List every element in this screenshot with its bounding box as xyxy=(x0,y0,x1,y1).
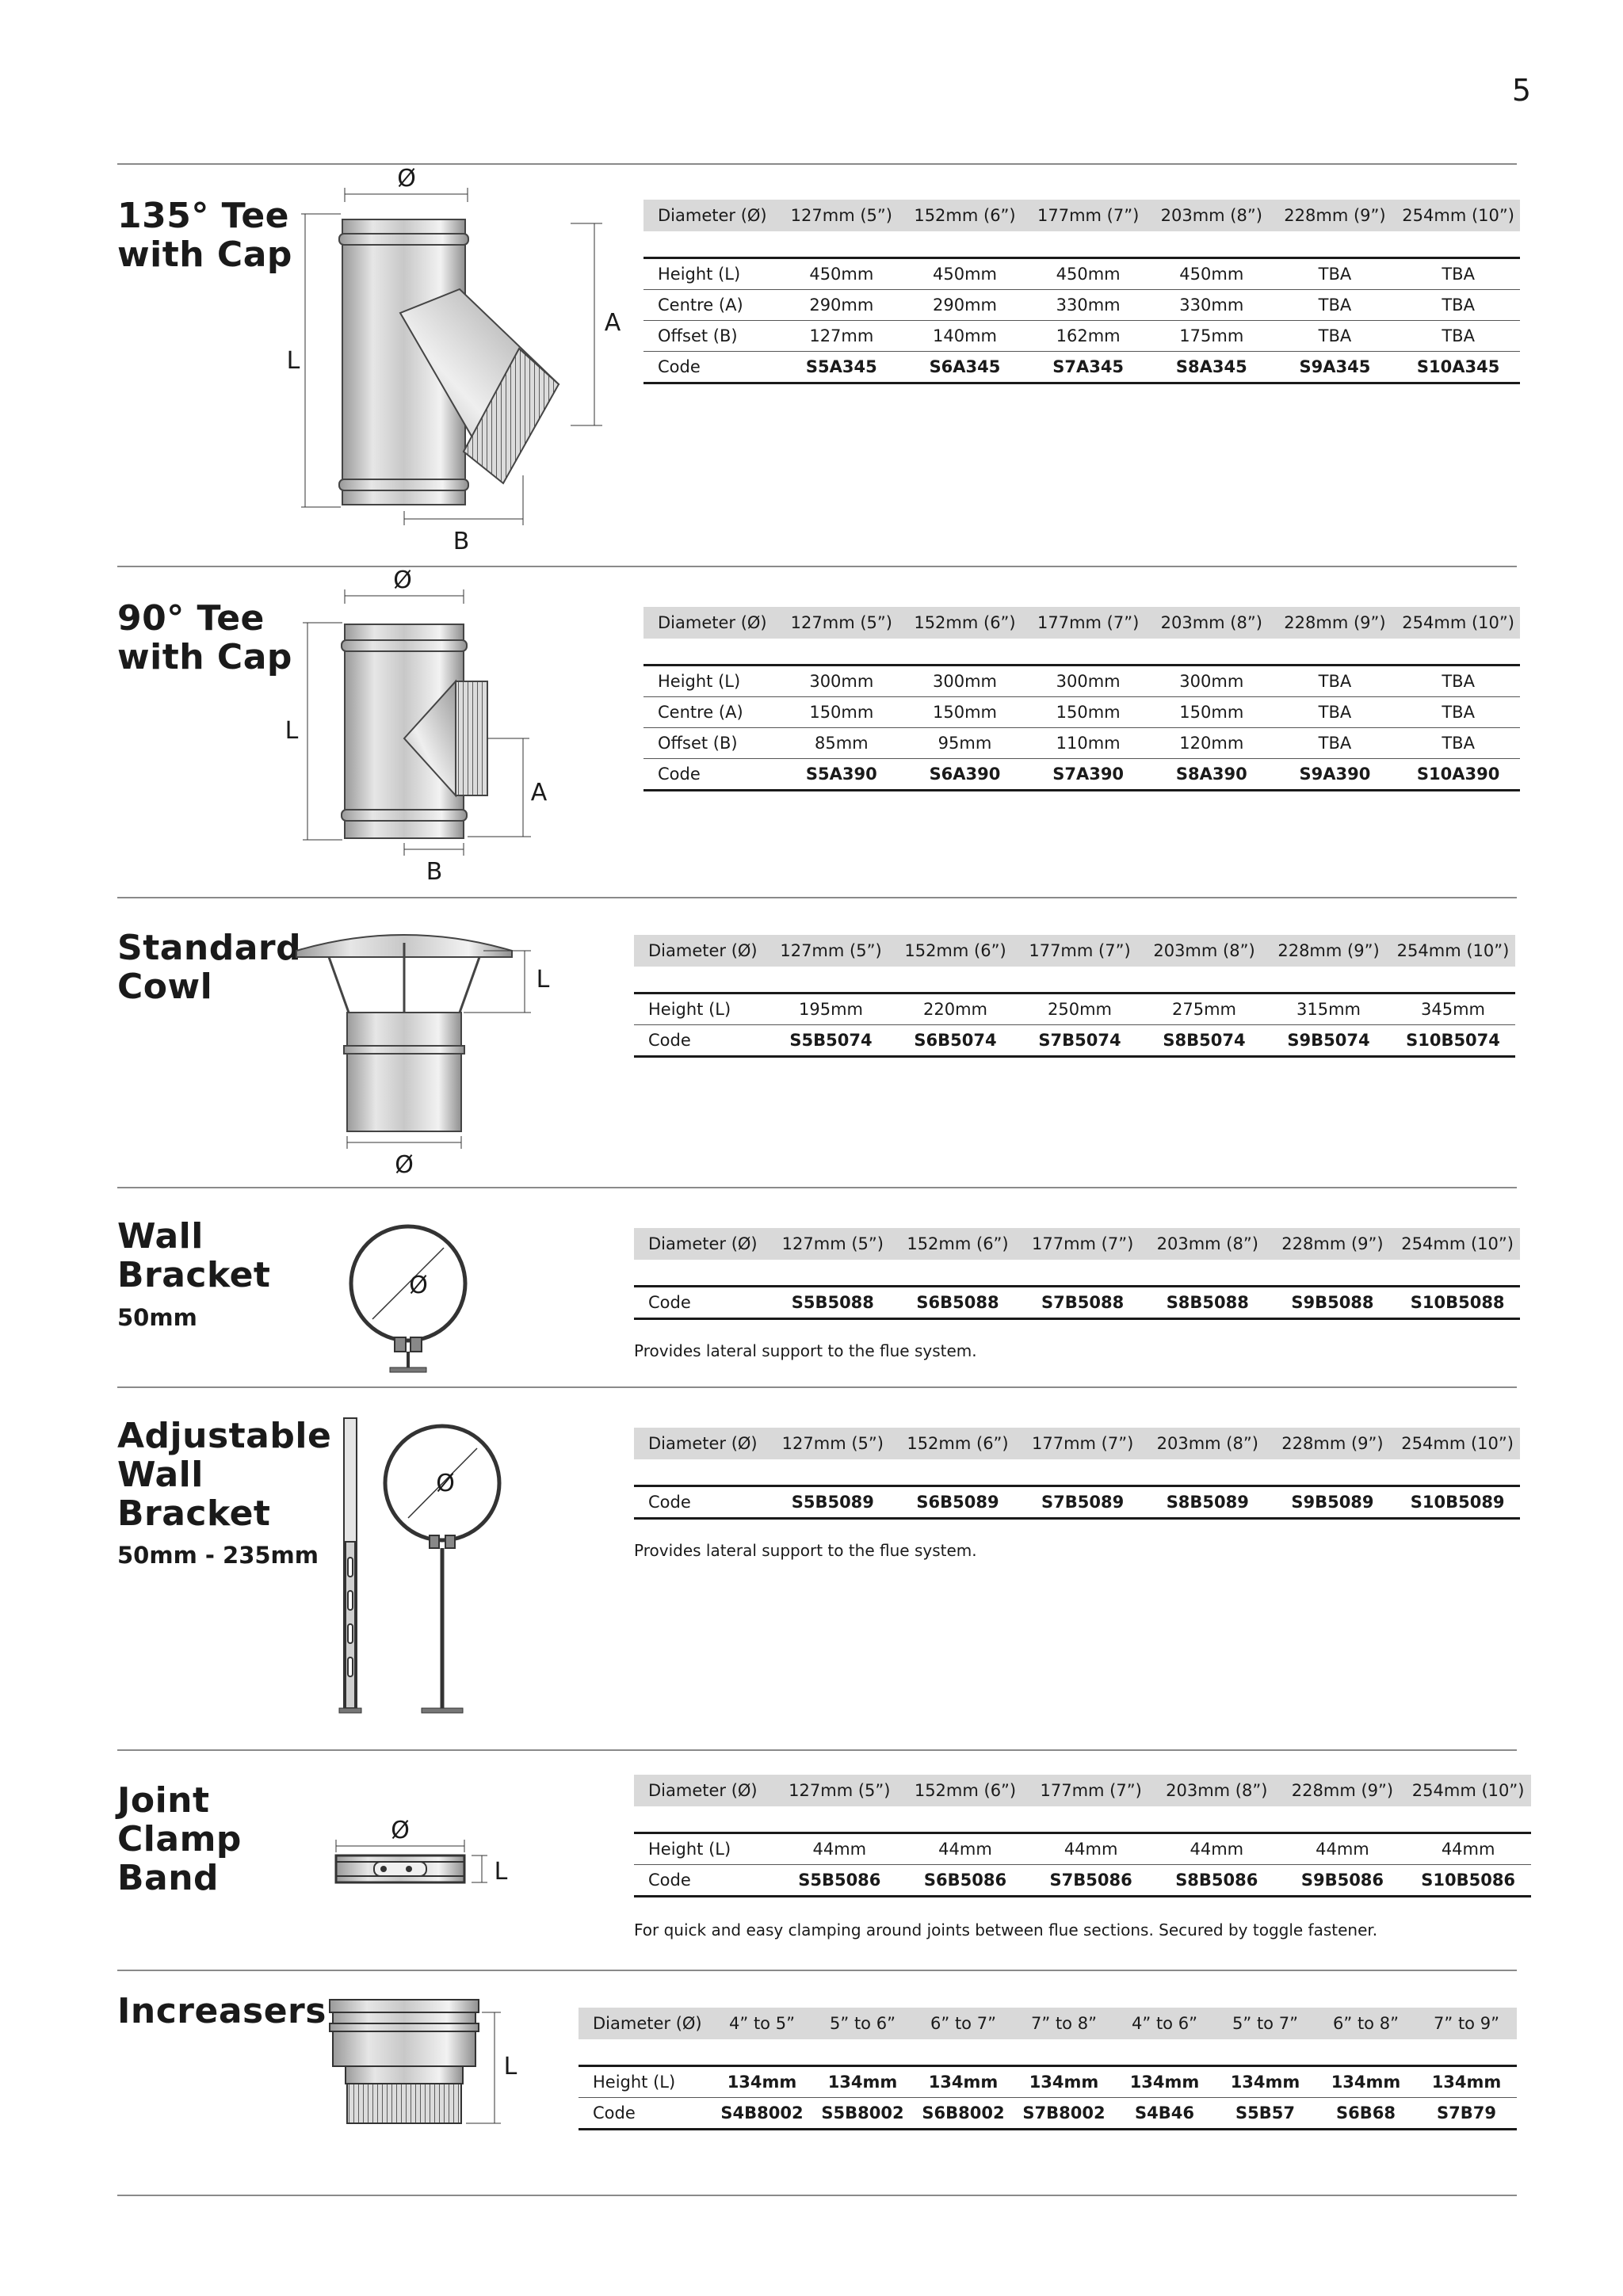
header-cell: 177mm (7”) xyxy=(1026,200,1150,231)
diameter-label: Ø xyxy=(409,1272,428,1299)
divider xyxy=(117,163,1517,165)
code-cell: S7B79 xyxy=(1416,2098,1517,2130)
table-cell: TBA xyxy=(1396,258,1520,290)
header-cell: 228mm (9”) xyxy=(1270,1428,1396,1459)
code-cell: S10B5089 xyxy=(1395,1486,1520,1519)
code-cell: S8A390 xyxy=(1150,759,1274,791)
code-cell: S6B5074 xyxy=(893,1025,1018,1057)
table-row xyxy=(643,728,1520,759)
table-cell: 330mm xyxy=(1026,290,1150,321)
code-cell: S8B5074 xyxy=(1142,1025,1266,1057)
product-note: Provides lateral support to the flue system. xyxy=(634,1341,977,1360)
product-title xyxy=(117,196,292,274)
a-label: A xyxy=(604,309,621,337)
header-cell: 152mm (6”) xyxy=(903,200,1027,231)
row-label: Height (L) xyxy=(643,258,780,290)
code-cell: S6B5086 xyxy=(903,1865,1029,1897)
code-cell: S5A390 xyxy=(780,759,903,791)
row-label: Height (L) xyxy=(643,666,780,697)
title-line: Bracket xyxy=(117,1493,271,1534)
header-cell: 152mm (6”) xyxy=(903,607,1027,639)
table-row xyxy=(634,1865,1531,1897)
table-cell: 134mm xyxy=(1014,2066,1114,2098)
row-label: Height (L) xyxy=(634,1833,777,1865)
table-row xyxy=(643,697,1520,728)
header-cell: 177mm (7”) xyxy=(1020,1228,1145,1260)
table-row xyxy=(634,1025,1515,1057)
table-cell: TBA xyxy=(1274,728,1397,759)
a-label: A xyxy=(530,779,548,807)
header-cell: 177mm (7”) xyxy=(1026,607,1150,639)
header-cell: Diameter (Ø) xyxy=(643,607,780,639)
code-cell: S5B5088 xyxy=(770,1287,896,1319)
header-cell: 254mm (10”) xyxy=(1396,200,1520,231)
table-row xyxy=(643,258,1520,290)
header-cell: 127mm (5”) xyxy=(780,200,903,231)
product-title xyxy=(117,1992,327,2031)
code-cell: S6B5089 xyxy=(896,1486,1021,1519)
title-line: 90° Tee xyxy=(117,598,265,639)
table-cell: 345mm xyxy=(1391,994,1515,1025)
code-cell: S8B5088 xyxy=(1145,1287,1270,1319)
header-cell: 228mm (9”) xyxy=(1280,1775,1406,1806)
code-cell: S10A390 xyxy=(1396,759,1520,791)
table-cell: 140mm xyxy=(903,321,1027,352)
header-cell: 228mm (9”) xyxy=(1266,935,1391,967)
diameter-label: Ø xyxy=(395,1151,414,1179)
header-cell: 254mm (10”) xyxy=(1405,1775,1531,1806)
row-label: Code xyxy=(579,2098,712,2130)
table-cell: 195mm xyxy=(769,994,893,1025)
page-number: 5 xyxy=(1511,73,1531,108)
divider xyxy=(117,1749,1517,1751)
table-row xyxy=(634,1833,1531,1865)
table-cell: TBA xyxy=(1274,290,1397,321)
table-row xyxy=(634,1486,1520,1519)
table-cell: 134mm xyxy=(1215,2066,1316,2098)
code-cell: S9B5088 xyxy=(1270,1287,1396,1319)
table-cell: TBA xyxy=(1396,321,1520,352)
diameter-label: Ø xyxy=(436,1470,455,1497)
header-cell: 127mm (5”) xyxy=(780,607,903,639)
cowl-diagram xyxy=(293,927,563,1180)
table-cell: 450mm xyxy=(1150,258,1274,290)
header-cell: 152mm (6”) xyxy=(896,1428,1021,1459)
table-cell: 290mm xyxy=(903,290,1027,321)
table-cell: 300mm xyxy=(780,666,903,697)
table-cell: 450mm xyxy=(780,258,903,290)
code-cell: S8B5089 xyxy=(1145,1486,1270,1519)
code-cell: S9B5074 xyxy=(1266,1025,1391,1057)
code-cell: S10A345 xyxy=(1396,352,1520,383)
code-cell: S7B8002 xyxy=(1014,2098,1114,2130)
header-cell: Diameter (Ø) xyxy=(579,2008,712,2039)
row-label: Code xyxy=(634,1865,777,1897)
table-cell: 150mm xyxy=(903,697,1027,728)
code-cell: S7B5086 xyxy=(1028,1865,1154,1897)
title-line: Increasers xyxy=(117,1991,327,2031)
table-cell: 300mm xyxy=(1150,666,1274,697)
header-cell: 228mm (9”) xyxy=(1270,1228,1396,1260)
diameter-label: Ø xyxy=(393,566,412,594)
code-cell: S6A390 xyxy=(903,759,1027,791)
spec-table xyxy=(579,2008,1517,2130)
header-cell: Diameter (Ø) xyxy=(634,1228,770,1260)
code-cell: S10B5088 xyxy=(1395,1287,1520,1319)
title-line: Standard xyxy=(117,928,302,968)
code-cell: S8B5086 xyxy=(1154,1865,1280,1897)
b-label: B xyxy=(453,528,470,555)
title-line: Cowl xyxy=(117,967,213,1007)
header-cell: 177mm (7”) xyxy=(1028,1775,1154,1806)
b-label: B xyxy=(426,858,443,886)
table-cell: 300mm xyxy=(903,666,1027,697)
header-cell: 254mm (10”) xyxy=(1395,1428,1520,1459)
title-line: with Cap xyxy=(117,235,292,275)
code-cell: S5B8002 xyxy=(812,2098,913,2130)
header-cell: 177mm (7”) xyxy=(1018,935,1142,967)
table-row xyxy=(643,321,1520,352)
table-cell: 127mm xyxy=(780,321,903,352)
product-title xyxy=(117,1781,242,1897)
title-line: Adjustable xyxy=(117,1416,332,1456)
divider xyxy=(117,1187,1517,1188)
table-cell: 315mm xyxy=(1266,994,1391,1025)
table-header-row xyxy=(579,2008,1517,2039)
code-cell: S5B5074 xyxy=(769,1025,893,1057)
table-cell: 175mm xyxy=(1150,321,1274,352)
table-cell: 44mm xyxy=(903,1833,1029,1865)
code-cell: S4B46 xyxy=(1114,2098,1215,2130)
code-cell: S6B8002 xyxy=(913,2098,1014,2130)
table-cell: 450mm xyxy=(1026,258,1150,290)
header-cell: 6” to 7” xyxy=(913,2008,1014,2039)
table-row xyxy=(634,1287,1520,1319)
product-title xyxy=(117,1217,270,1295)
table-cell: TBA xyxy=(1274,697,1397,728)
table-header-row xyxy=(634,1228,1520,1260)
product-subtitle: 50mm xyxy=(117,1304,197,1331)
header-cell: Diameter (Ø) xyxy=(643,200,780,231)
length-label: L xyxy=(285,717,299,745)
row-label: Code xyxy=(643,352,780,383)
table-header-row xyxy=(634,1428,1520,1459)
divider xyxy=(117,1386,1517,1388)
header-cell: 203mm (8”) xyxy=(1145,1428,1270,1459)
table-header-row xyxy=(634,1775,1531,1806)
table-cell: 150mm xyxy=(1026,697,1150,728)
spec-table xyxy=(634,935,1515,1058)
title-line: 135° Tee xyxy=(117,196,290,236)
divider xyxy=(117,1970,1517,1971)
header-cell: 152mm (6”) xyxy=(896,1228,1021,1260)
diameter-label: Ø xyxy=(397,165,416,193)
header-cell: 6” to 8” xyxy=(1316,2008,1416,2039)
header-cell: 203mm (8”) xyxy=(1145,1228,1270,1260)
table-cell: 44mm xyxy=(1154,1833,1280,1865)
title-line: Wall xyxy=(117,1216,204,1257)
table-cell: 134mm xyxy=(913,2066,1014,2098)
header-cell: 5” to 7” xyxy=(1215,2008,1316,2039)
table-cell: 44mm xyxy=(1405,1833,1531,1865)
code-cell: S9A390 xyxy=(1274,759,1397,791)
code-cell: S7B5088 xyxy=(1020,1287,1145,1319)
table-cell: TBA xyxy=(1274,258,1397,290)
table-cell: 275mm xyxy=(1142,994,1266,1025)
table-cell: TBA xyxy=(1396,290,1520,321)
table-header-row xyxy=(634,935,1515,967)
row-label: Code xyxy=(634,1486,770,1519)
header-cell: 152mm (6”) xyxy=(893,935,1018,967)
header-cell: 7” to 8” xyxy=(1014,2008,1114,2039)
length-label: L xyxy=(286,347,300,375)
table-row xyxy=(634,994,1515,1025)
table-cell: 134mm xyxy=(1316,2066,1416,2098)
header-cell: 127mm (5”) xyxy=(770,1428,896,1459)
increaser-diagram xyxy=(325,1997,523,2131)
product-subtitle: 50mm - 235mm xyxy=(117,1542,319,1569)
table-row xyxy=(579,2098,1517,2130)
header-cell: 203mm (8”) xyxy=(1142,935,1266,967)
table-cell: 300mm xyxy=(1026,666,1150,697)
table-header-row xyxy=(643,607,1520,639)
table-row xyxy=(643,290,1520,321)
title-line: Band xyxy=(117,1858,220,1898)
row-label: Code xyxy=(634,1025,769,1057)
code-cell: S7A345 xyxy=(1026,352,1150,383)
header-cell: 5” to 6” xyxy=(812,2008,913,2039)
row-label: Centre (A) xyxy=(643,697,780,728)
wall-bracket-diagram xyxy=(341,1220,483,1379)
table-cell: 220mm xyxy=(893,994,1018,1025)
code-cell: S10B5074 xyxy=(1391,1025,1515,1057)
product-note: Provides lateral support to the flue system. xyxy=(634,1541,977,1560)
code-cell: S5A345 xyxy=(780,352,903,383)
row-label: Height (L) xyxy=(579,2066,712,2098)
code-cell: S8A345 xyxy=(1150,352,1274,383)
diameter-label: Ø xyxy=(391,1817,410,1844)
adjustable-wall-bracket-diagram xyxy=(333,1415,531,1724)
length-label: L xyxy=(494,1858,508,1886)
header-cell: 177mm (7”) xyxy=(1020,1428,1145,1459)
row-label: Offset (B) xyxy=(643,321,780,352)
header-cell: 254mm (10”) xyxy=(1396,607,1520,639)
header-cell: 152mm (6”) xyxy=(903,1775,1029,1806)
table-row xyxy=(643,352,1520,383)
header-cell: 7” to 9” xyxy=(1416,2008,1517,2039)
header-cell: 254mm (10”) xyxy=(1391,935,1515,967)
table-cell: 150mm xyxy=(780,697,903,728)
code-cell: S9B5086 xyxy=(1280,1865,1406,1897)
product-note: For quick and easy clamping around joints between flue sections. Secured by toggle fastener. xyxy=(634,1920,1378,1939)
table-row xyxy=(579,2066,1517,2098)
tee-135-diagram xyxy=(277,165,634,555)
tee-90-diagram xyxy=(277,566,555,887)
header-cell: 228mm (9”) xyxy=(1274,607,1397,639)
table-cell: 120mm xyxy=(1150,728,1274,759)
code-cell: S4B8002 xyxy=(712,2098,812,2130)
header-cell: 4” to 6” xyxy=(1114,2008,1215,2039)
header-cell: 228mm (9”) xyxy=(1274,200,1397,231)
code-cell: S6B5088 xyxy=(896,1287,1021,1319)
code-cell: S6A345 xyxy=(903,352,1027,383)
row-label: Height (L) xyxy=(634,994,769,1025)
table-header-row xyxy=(643,200,1520,231)
table-row xyxy=(643,759,1520,791)
product-title xyxy=(117,1417,331,1533)
divider xyxy=(117,2195,1517,2196)
table-cell: TBA xyxy=(1396,666,1520,697)
table-cell: 134mm xyxy=(1114,2066,1215,2098)
code-cell: S5B5086 xyxy=(777,1865,903,1897)
header-cell: 127mm (5”) xyxy=(769,935,893,967)
header-cell: 203mm (8”) xyxy=(1154,1775,1280,1806)
table-cell: 134mm xyxy=(1416,2066,1517,2098)
table-cell: 150mm xyxy=(1150,697,1274,728)
length-label: L xyxy=(536,966,550,994)
title-line: with Cap xyxy=(117,637,292,677)
spec-table xyxy=(643,200,1520,384)
table-cell: 330mm xyxy=(1150,290,1274,321)
table-cell: TBA xyxy=(1274,666,1397,697)
table-cell: 290mm xyxy=(780,290,903,321)
table-cell: 450mm xyxy=(903,258,1027,290)
code-cell: S5B5089 xyxy=(770,1486,896,1519)
table-cell: 44mm xyxy=(1280,1833,1406,1865)
table-cell: TBA xyxy=(1396,728,1520,759)
code-cell: S9B5089 xyxy=(1270,1486,1396,1519)
spec-table xyxy=(643,607,1520,791)
row-label: Code xyxy=(643,759,780,791)
title-line: Bracket xyxy=(117,1255,271,1295)
code-cell: S7B5089 xyxy=(1020,1486,1145,1519)
row-label: Centre (A) xyxy=(643,290,780,321)
code-cell: S6B68 xyxy=(1316,2098,1416,2130)
length-label: L xyxy=(503,2053,517,2081)
table-cell: 95mm xyxy=(903,728,1027,759)
table-cell: 85mm xyxy=(780,728,903,759)
header-cell: 203mm (8”) xyxy=(1150,200,1274,231)
divider xyxy=(117,897,1517,898)
code-cell: S7B5074 xyxy=(1018,1025,1142,1057)
code-cell: S9A345 xyxy=(1274,352,1397,383)
product-title xyxy=(117,599,292,677)
spec-table xyxy=(634,1775,1531,1897)
table-cell: 44mm xyxy=(777,1833,903,1865)
header-cell: Diameter (Ø) xyxy=(634,1775,777,1806)
table-cell: TBA xyxy=(1396,697,1520,728)
title-line: Clamp xyxy=(117,1819,242,1859)
title-line: Wall xyxy=(117,1455,204,1495)
header-cell: Diameter (Ø) xyxy=(634,1428,770,1459)
row-label: Code xyxy=(634,1287,770,1319)
divider xyxy=(117,566,1517,567)
table-cell: 162mm xyxy=(1026,321,1150,352)
table-cell: 110mm xyxy=(1026,728,1150,759)
code-cell: S10B5086 xyxy=(1405,1865,1531,1897)
header-cell: 127mm (5”) xyxy=(770,1228,896,1260)
header-cell: Diameter (Ø) xyxy=(634,935,769,967)
title-line: Joint xyxy=(117,1780,210,1821)
table-cell: 44mm xyxy=(1028,1833,1154,1865)
table-cell: 250mm xyxy=(1018,994,1142,1025)
header-cell: 4” to 5” xyxy=(712,2008,812,2039)
table-cell: 134mm xyxy=(812,2066,913,2098)
header-cell: 203mm (8”) xyxy=(1150,607,1274,639)
row-label: Offset (B) xyxy=(643,728,780,759)
spec-table xyxy=(634,1428,1520,1520)
header-cell: 127mm (5”) xyxy=(777,1775,903,1806)
code-cell: S5B57 xyxy=(1215,2098,1316,2130)
code-cell: S7A390 xyxy=(1026,759,1150,791)
joint-clamp-band-diagram xyxy=(325,1819,515,1890)
spec-table xyxy=(634,1228,1520,1320)
table-cell: TBA xyxy=(1274,321,1397,352)
product-title xyxy=(117,929,301,1006)
table-row xyxy=(643,666,1520,697)
header-cell: 254mm (10”) xyxy=(1395,1228,1520,1260)
table-cell: 134mm xyxy=(712,2066,812,2098)
